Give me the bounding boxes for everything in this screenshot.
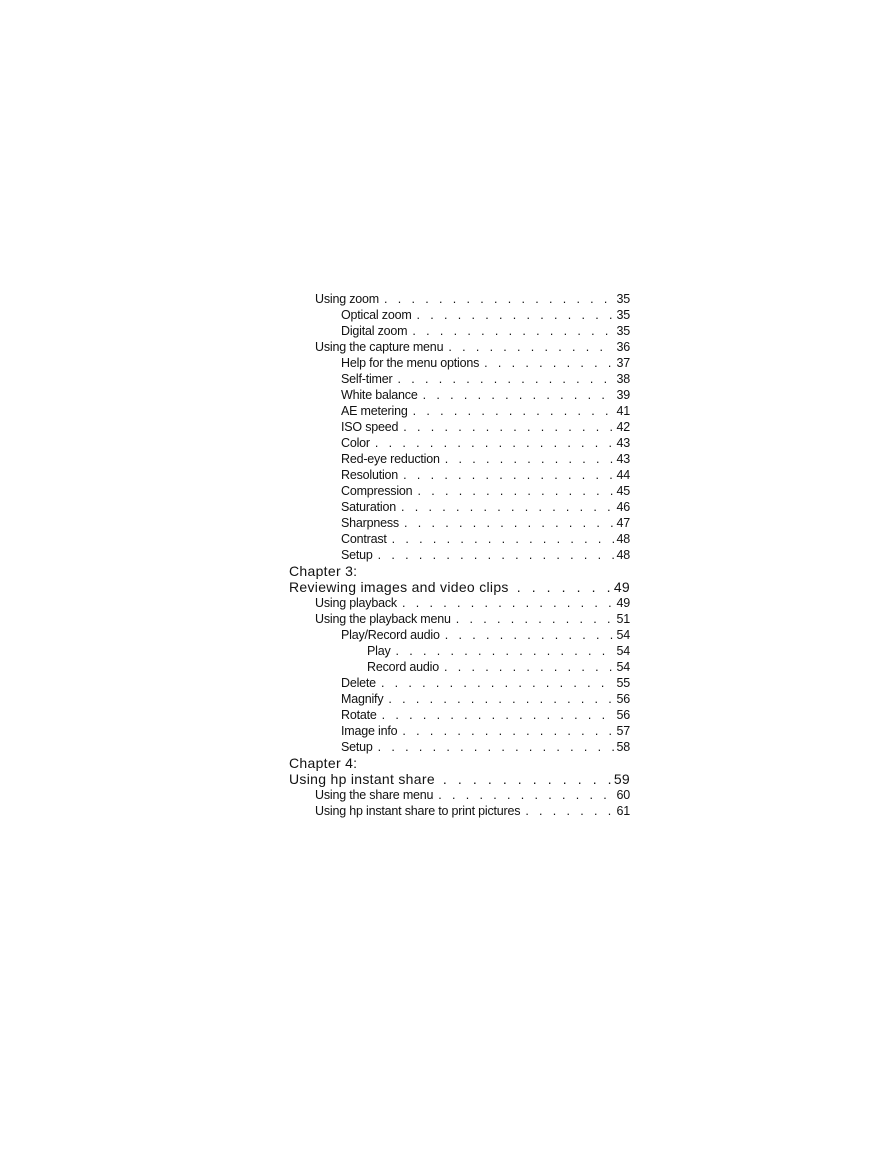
toc-entry-label: Compression <box>341 484 413 498</box>
toc-entry-page: 47 <box>616 516 630 530</box>
toc-entry-play-record-audio[interactable] <box>289 627 630 643</box>
toc-entry-page: 35 <box>616 324 630 338</box>
toc-entry-page: 60 <box>616 788 630 802</box>
toc-entry-print-pictures[interactable] <box>289 803 630 819</box>
toc-entry-label: Rotate <box>341 708 377 722</box>
dot-leader <box>377 707 615 723</box>
toc-entry-label: Digital zoom <box>341 324 408 338</box>
toc-entry-contrast[interactable] <box>289 531 630 547</box>
toc-entry-label: Record audio <box>367 660 439 674</box>
dot-leader <box>392 371 614 387</box>
toc-entry-optical-zoom[interactable] <box>289 307 630 323</box>
toc-entry-label: Red-eye reduction <box>341 452 440 466</box>
dot-leader <box>451 611 615 627</box>
toc-entry-page: 54 <box>616 644 630 658</box>
toc-entry-label: Resolution <box>341 468 399 482</box>
dot-leader <box>398 419 614 435</box>
dot-leader <box>479 355 614 371</box>
toc-entry-digital-zoom[interactable] <box>289 323 630 339</box>
toc-entry-page: 37 <box>616 356 630 370</box>
toc-entry-resolution[interactable] <box>289 467 630 483</box>
toc-entry-label: Using playback <box>315 596 397 610</box>
dot-leader <box>387 531 615 547</box>
chapter-4-number: Chapter 4: <box>289 755 358 771</box>
dot-leader <box>398 467 614 483</box>
toc-entry-label: Delete <box>341 676 376 690</box>
toc-entry-page: 48 <box>616 548 630 562</box>
toc-entry-label: Contrast <box>341 532 387 546</box>
toc-entry-page: 58 <box>616 740 630 754</box>
toc-entry-page: 55 <box>616 676 630 690</box>
toc-entry-self-timer[interactable] <box>289 371 630 387</box>
toc-entry-saturation[interactable] <box>289 499 630 515</box>
chapter-title-page: 59 <box>613 771 630 787</box>
toc-entry-label: Saturation <box>341 500 396 514</box>
toc-entry-play[interactable] <box>289 643 630 659</box>
dot-leader <box>373 547 615 563</box>
dot-leader <box>440 451 615 467</box>
toc-entry-label: Using the playback menu <box>315 612 451 626</box>
toc-entry-label: Play/Record audio <box>341 628 440 642</box>
toc-entry-iso-speed[interactable] <box>289 419 630 435</box>
toc-entry-page: 39 <box>616 388 630 402</box>
toc-entry-sharpness[interactable] <box>289 515 630 531</box>
dot-leader <box>383 691 614 707</box>
dot-leader <box>435 771 614 787</box>
toc-entry-page: 57 <box>616 724 630 738</box>
dot-leader <box>509 579 614 595</box>
toc-entry-label: Sharpness <box>341 516 399 530</box>
dot-leader <box>379 291 614 307</box>
toc-entry-label: Setup <box>341 548 373 562</box>
chapter-title-label: Using hp instant share <box>289 771 435 787</box>
toc-entry-rotate[interactable] <box>289 707 630 723</box>
toc-entry-using-capture-menu[interactable] <box>289 339 630 355</box>
toc-entry-label: Self-timer <box>341 372 393 386</box>
toc-entry-label: Using the share menu <box>315 788 434 802</box>
dot-leader <box>397 723 614 739</box>
toc-entry-page: 45 <box>616 484 630 498</box>
toc-entry-label: Setup <box>341 740 373 754</box>
dot-leader <box>412 483 614 499</box>
dot-leader <box>399 515 615 531</box>
toc-entry-page: 36 <box>616 340 630 354</box>
toc-entry-label: Using the capture menu <box>315 340 444 354</box>
toc-entry-page: 46 <box>616 500 630 514</box>
dot-leader <box>433 787 614 803</box>
toc-chapter-4-title[interactable] <box>289 771 630 787</box>
dot-leader <box>376 675 615 691</box>
toc-entry-page: 43 <box>616 436 630 450</box>
toc-entry-label: White balance <box>341 388 418 402</box>
toc-entry-using-share-menu[interactable] <box>289 787 630 803</box>
dot-leader <box>396 499 615 515</box>
dot-leader <box>373 739 615 755</box>
toc-entry-page: 41 <box>616 404 630 418</box>
toc-entry-magnify[interactable] <box>289 691 630 707</box>
toc-entry-help-menu-options[interactable] <box>289 355 630 371</box>
toc-entry-page: 48 <box>616 532 630 546</box>
toc-entry-page: 51 <box>616 612 630 626</box>
dot-leader <box>412 307 615 323</box>
toc-entry-label: Using zoom <box>315 292 379 306</box>
toc-chapter-3-title[interactable] <box>289 579 630 595</box>
toc-entry-using-playback-menu[interactable] <box>289 611 630 627</box>
toc-entry-page: 35 <box>616 308 630 322</box>
toc-entry-page: 43 <box>616 452 630 466</box>
toc-entry-label: Help for the menu options <box>341 356 480 370</box>
toc-entry-color[interactable] <box>289 435 630 451</box>
dot-leader <box>443 339 614 355</box>
toc-entry-label: Magnify <box>341 692 384 706</box>
chapter-title-page: 49 <box>613 579 630 595</box>
toc-entry-page: 49 <box>616 596 630 610</box>
dot-leader <box>370 435 615 451</box>
dot-leader <box>391 643 615 659</box>
toc-entry-label: Using hp instant share to print pictures <box>315 804 521 818</box>
toc-entry-delete[interactable] <box>289 675 630 691</box>
dot-leader <box>440 627 615 643</box>
toc-entry-label: Color <box>341 436 370 450</box>
toc-entry-label: ISO speed <box>341 420 399 434</box>
toc-entry-page: 56 <box>616 692 630 706</box>
toc-entry-page: 38 <box>616 372 630 386</box>
toc-entry-page: 44 <box>616 468 630 482</box>
dot-leader <box>439 659 615 675</box>
toc-entry-setup-playback[interactable] <box>289 739 630 755</box>
toc-entry-label: Play <box>367 644 391 658</box>
toc-entry-page: 54 <box>616 628 630 642</box>
toc-entry-red-eye-reduction[interactable] <box>289 451 630 467</box>
toc-entry-white-balance[interactable] <box>289 387 630 403</box>
toc-entry-page: 35 <box>616 292 630 306</box>
dot-leader <box>407 323 614 339</box>
toc-entry-page: 54 <box>616 660 630 674</box>
chapter-title-label: Reviewing images and video clips <box>289 579 509 595</box>
toc-entry-label: Optical zoom <box>341 308 412 322</box>
toc-entry-label: Image info <box>341 724 398 738</box>
toc-entry-using-zoom[interactable] <box>289 291 630 307</box>
toc-entry-page: 56 <box>616 708 630 722</box>
toc-entry-ae-metering[interactable] <box>289 403 630 419</box>
chapter-3-number: Chapter 3: <box>289 563 358 579</box>
toc-entry-page: 61 <box>616 804 630 818</box>
dot-leader <box>418 387 615 403</box>
dot-leader <box>520 803 614 819</box>
toc-entry-image-info[interactable] <box>289 723 630 739</box>
toc-entry-setup[interactable] <box>289 547 630 563</box>
dot-leader <box>397 595 615 611</box>
dot-leader <box>408 403 615 419</box>
toc-entry-compression[interactable] <box>289 483 630 499</box>
toc-entry-record-audio[interactable] <box>289 659 630 675</box>
table-of-contents <box>289 291 630 819</box>
toc-entry-using-playback[interactable] <box>289 595 630 611</box>
toc-entry-page: 42 <box>616 420 630 434</box>
toc-entry-label: AE metering <box>341 404 408 418</box>
